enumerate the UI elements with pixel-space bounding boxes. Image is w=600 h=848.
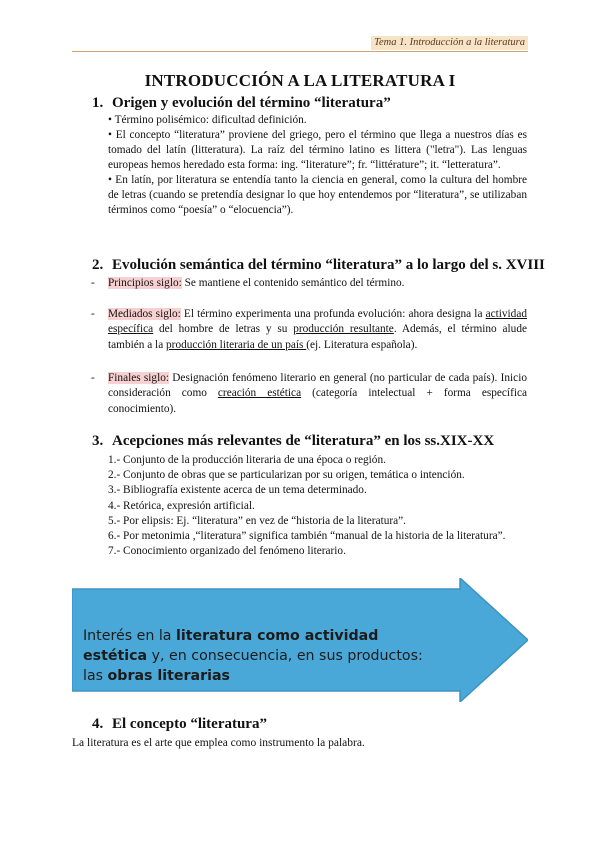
dash-marker: -: [91, 277, 95, 289]
arrow-text-b: y, en consecuencia, en sus productos: las: [83, 648, 423, 684]
item-2-underline-2: producción resultante: [293, 323, 394, 336]
item-2-label: Mediados siglo:: [108, 308, 181, 320]
section-4-number: 4.: [92, 716, 104, 732]
section-1-bullet-3: • En latín, por literatura se entendía tanto la ciencia en general, como la cultura del hombre de letras (cuando se pretendía designar lo que hoy entendemos por “literatura”, se utilizaban términos como “poesía” o “elocuencia”).: [108, 174, 527, 216]
header-topic-tag: Tema 1. Introducción a la literatura: [371, 36, 528, 50]
section-2-title: Evolución semántica del término “literatura” a lo largo del s. XVIII: [112, 257, 545, 273]
section-2-item-2: [91, 307, 527, 353]
dash-marker: -: [91, 308, 95, 320]
section-3-title: Acepciones más relevantes de “literatura” en los ss.XIX-XX: [112, 433, 495, 449]
header-rule: [72, 51, 528, 52]
item-2-underline-3: producción literaria de un país: [166, 338, 307, 351]
section-1-body: [108, 113, 527, 218]
section-2-item-1: [91, 276, 527, 291]
dash-marker: -: [91, 372, 95, 384]
section-1-bullet-1: • Término polisémico: dificultad definición.: [108, 114, 307, 126]
item-2-text-b: del hombre de letras y su: [153, 323, 294, 336]
section-2-number: 2.: [92, 257, 104, 273]
item-2-text-d: (ej. Literatura española).: [306, 338, 418, 351]
list-item: 7.- Conocimiento organizado del fenómeno literario.: [108, 545, 346, 558]
arrow-text-bold-2: obras literarias: [107, 668, 230, 684]
item-2-text-c: . Además, el término alude también a la: [108, 323, 527, 351]
arrow-callout-text: [83, 626, 443, 686]
section-3-heading: [92, 433, 494, 450]
item-1-label: Principios siglo:: [108, 277, 182, 289]
item-2-underline-1: actividad específica: [108, 308, 527, 336]
section-1-heading: [92, 95, 391, 112]
section-2-item-3: [91, 371, 527, 417]
list-item: 3.- Bibliografía existente acerca de un tema determinado.: [108, 484, 367, 497]
section-4-title: El concepto “literatura”: [112, 716, 267, 732]
item-3-text-b: (categoría intelectual + forma específica conocimiento).: [108, 387, 527, 415]
section-3-list: [108, 453, 527, 559]
list-item: 5.- Por elipsis: Ej. “literatura” en vez de “historia de la literatura”.: [108, 514, 406, 527]
document-title: INTRODUCCIÓN A LA LITERATURA I: [144, 71, 456, 90]
section-1-bullet-2: • El concepto “literatura” proviene del griego, pero el término que llega a nuestros días es tomado del latín (litteratura). La raíz del término latino es littera ("letra"). Las lenguas europeas hemos heredado esta forma: ing. “literature”; fr. “littérature”; it. “letteratura”.: [108, 129, 527, 171]
item-2-text-a: El término experimenta una profunda evolución: ahora designa la: [180, 308, 486, 320]
section-4-heading: [92, 716, 267, 733]
item-3-underline-1: creación estética: [217, 387, 302, 400]
list-item: 4.- Retórica, expresión artificial.: [108, 499, 255, 512]
section-2-heading: [92, 257, 545, 274]
item-3-label: Finales siglo:: [108, 372, 170, 384]
list-item: 2.- Conjunto de obras que se particularizan por su origen, temática o intención.: [108, 469, 465, 482]
arrow-text-bold-1: literatura como actividad estética: [83, 628, 379, 664]
section-3-number: 3.: [92, 433, 104, 449]
section-1-number: 1.: [92, 95, 104, 111]
section-1-title: Origen y evolución del término “literatura”: [112, 95, 391, 111]
list-item: 1.- Conjunto de la producción literaria de una época o región.: [108, 454, 386, 466]
item-1-text: Se mantiene el contenido semántico del término.: [181, 277, 405, 289]
item-3-text-a: Designación fenómeno literario en general (no particular de cada país). Inicio consideración como: [108, 372, 527, 400]
section-4-body: La literatura es el arte que emplea como instrumento la palabra.: [72, 737, 365, 749]
list-item: 6.- Por metonimia ,“literatura” significa también “manual de la historia de la literatura”.: [108, 530, 506, 543]
arrow-text-a: Interés en la: [83, 628, 176, 644]
